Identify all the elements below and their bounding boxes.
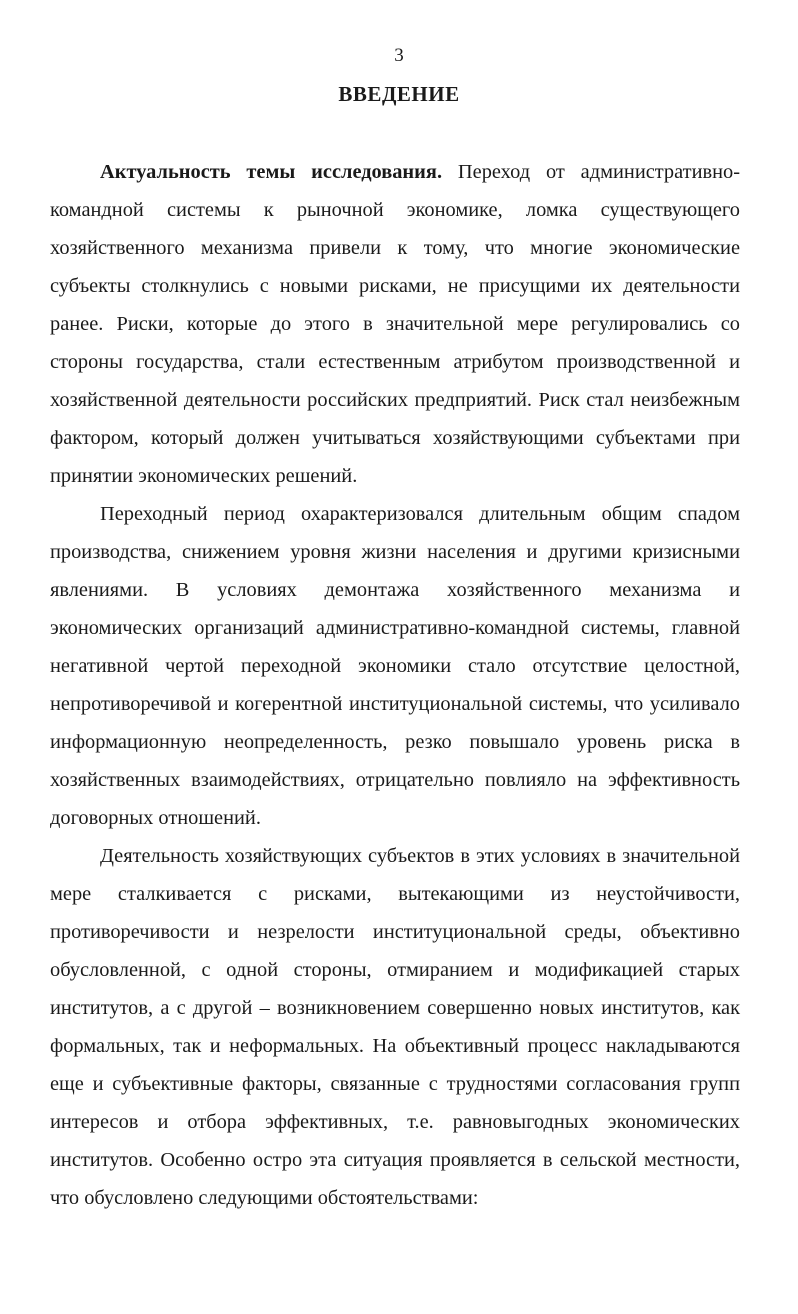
paragraph-3 bbox=[50, 837, 740, 1217]
page-number: 3 bbox=[394, 45, 404, 66]
paragraph-2-text: Переходный период охарактеризовался длительным общим спадом производства, снижением уровня жизни населения и другими кризисными явлениями. В условиях демонтажа хозяйственного механизма и экономических организаций административно-командной системы, главной негативной чертой переходной экономики стало отсутствие целостной, непротиворечивой и когерентной институциональной системы, что усиливало информационную неопределенность, резко повышало уровень риска в хозяйственных взаимодействиях, отрицательно повлияло на эффективность договорных отношений. bbox=[50, 503, 740, 829]
paragraph-2 bbox=[50, 495, 740, 837]
paragraph-1-text: Переход от административно-командной системы к рыночной экономике, ломка существующего хозяйственного механизма привели к тому, что многие экономические субъекты столкнулись с новыми рисками, не присущими их деятельности ранее. Риски, которые до этого в значительной мере регулировались со стороны государства, стали естественным атрибутом производственной и хозяйственной деятельности российских предприятий. Риск стал неизбежным фактором, который должен учитываться хозяйствующими субъектами при принятии экономических решений. bbox=[50, 161, 741, 487]
paragraph-1 bbox=[50, 153, 740, 495]
section-heading: ВВЕДЕНИЕ bbox=[338, 82, 460, 106]
body-text bbox=[50, 153, 740, 1217]
paragraph-3-text: Деятельность хозяйствующих субъектов в этих условиях в значительной мере сталкивается с рисками, вытекающими из неустойчивости, противоречивости и незрелости институциональной среды, объективно обусловленной, с одной стороны, отмиранием и модификацией старых институтов, а с другой – возникновением совершенно новых институтов, как формальных, так и неформальных. На объективный процесс накладываются еще и субъективные факторы, связанные с трудностями согласования групп интересов и отбора эффективных, т.е. равновыгодных экономических институтов. Особенно остро эта ситуация проявляется в сельской местности, что обусловлено следующими обстоятельствами: bbox=[50, 845, 740, 1209]
paragraph-1-lead: Актуальность темы исследования. bbox=[100, 161, 443, 183]
